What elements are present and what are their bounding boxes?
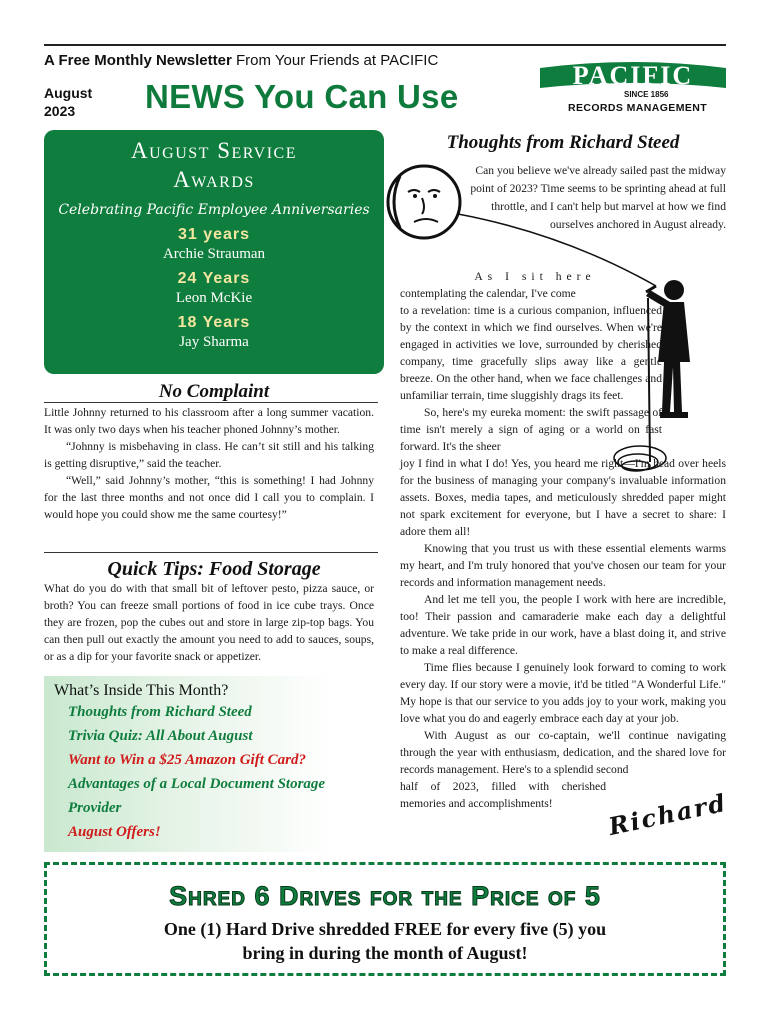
service-awards-box <box>44 130 384 374</box>
article-paragraph: “Well,” said Johnny’s mother, “this is something! I had Johnny for the last three months and not once did I call you to complain. I would hope you could show me the same courtesy!” <box>44 474 374 521</box>
logo-subtitle: RECORDS MANAGEMENT <box>568 102 708 114</box>
article-paragraph: half of 2023, filled with cherished memories and accomplishments! <box>400 780 606 810</box>
article-paragraph: With August as our co-captain, we'll continue navigating through the year with enthusiasm, dedication, and the shared love for records management. Here's to a splendid second <box>400 729 726 776</box>
award-years: 31 years <box>177 226 251 243</box>
article-paragraph: Little Johnny returned to his classroom after a long summer vacation. It was only two days when his teacher phoned Johnny’s mother. <box>44 406 374 436</box>
issue-year: 2023 <box>44 103 76 119</box>
award-years: 18 Years <box>177 314 251 331</box>
awards-subtitle: Celebrating Pacific Employee Anniversaries <box>58 202 370 218</box>
thoughts-article <box>400 268 726 812</box>
section-divider <box>44 402 378 403</box>
article-paragraph: Knowing that you trust us with these essential elements warms my heart, and I'm truly honored that you've chosen our team for your records and information management needs. <box>400 542 726 589</box>
pacific-logo <box>538 58 728 120</box>
inside-item[interactable]: August Offers! <box>68 824 161 840</box>
no-complaint-heading: No Complaint <box>158 381 270 402</box>
inside-item[interactable]: Provider <box>68 800 122 816</box>
coupon-body <box>47 917 723 965</box>
author-signature: Richard <box>605 787 730 841</box>
award-name: Jay Sharma <box>179 334 249 350</box>
article-paragraph: Time flies because I genuinely look forward to coming to work every day. If our story were a movie, it'd be titled "A Wonderful Life." My hope is that our service to you adds joy to your work, making you love what you do and eagerly embrace each day at your job. <box>400 661 726 725</box>
shred-offer-coupon <box>44 862 726 976</box>
pacific-wordmark-icon <box>538 58 728 92</box>
newsletter-tagline <box>44 52 438 69</box>
awards-title-line2: Awards <box>173 167 255 192</box>
coupon-line: bring in during the month of August! <box>242 943 528 963</box>
whats-inside-box <box>44 676 384 852</box>
coupon-heading: Shred 6 Drives for the Price of 5 <box>169 881 601 911</box>
logo-wordmark: PACIFIC <box>572 61 694 90</box>
issue-date <box>44 84 92 120</box>
inside-item[interactable]: Thoughts from Richard Steed <box>68 704 252 720</box>
coupon-line: One (1) Hard Drive shredded FREE for every five (5) you <box>163 919 607 939</box>
award-name: Leon McKie <box>175 290 253 306</box>
tagline-rest: From Your Friends at PACIFIC <box>236 52 439 69</box>
article-paragraph: So, here's my eureka moment: the swift passage of time isn't merely a sign of aging or a world on fast forward. It's the sheer <box>400 406 662 453</box>
awards-title-line1: August Service <box>131 138 297 163</box>
article-paragraph: “Johnny is misbehaving in class. He can’t sit still and his talking is getting disruptive,” said the teacher. <box>44 440 374 470</box>
quick-tips-heading: Quick Tips: Food Storage <box>107 558 321 580</box>
no-complaint-article <box>44 404 374 523</box>
award-name: Archie Strauman <box>162 246 266 262</box>
award-years: 24 Years <box>177 270 251 287</box>
article-paragraph: And let me tell you, the people I work with here are incredible, too! Their passion and camaraderie make each day a delightful adventure. We take pride in our work, have a blast doing it, and strive to make a real difference. <box>400 593 726 657</box>
header-rule <box>44 44 726 46</box>
section-divider <box>44 552 378 553</box>
thoughts-heading: Thoughts from Richard Steed <box>446 132 680 153</box>
inside-item[interactable]: Want to Win a $25 Amazon Gift Card? <box>68 752 306 768</box>
tagline-bold: A Free Monthly Newsletter <box>44 52 232 69</box>
inside-item[interactable]: Advantages of a Local Document Storage <box>68 776 326 792</box>
thoughts-intro: Can you believe we've already sailed past the midway point of 2023? Time seems to be sprinting ahead at full throttle, and I can't help but marvel at how we find ourselves anchored in August already. <box>470 164 726 231</box>
inside-item[interactable]: Trivia Quiz: All About August <box>68 728 253 744</box>
whats-inside-title: What’s Inside This Month? <box>54 682 229 699</box>
article-line: contemplating the calendar, I've come <box>400 287 576 300</box>
masthead-title: NEWS You Can Use <box>145 78 459 115</box>
article-paragraph: to a revelation: time is a curious companion, influenced by the context in which we find ourselves. When we're engaged in activities we love, surrounded by cherished company, time gracefully slips away like a gentle breeze. On the other hand, when we face challenges and unfamiliar terrain, time sluggishly drags its feet. <box>400 304 662 402</box>
issue-month: August <box>44 85 93 101</box>
logo-since: SINCE 1856 <box>624 90 669 99</box>
article-paragraph: joy I find in what I do! Yes, you heard me right—I'm head over heels for the business of managing your company's invaluable information assets. Boxes, media tapes, and meticulously shredded paper might not spark excitement for everyone, but I have a secret to share: I adore them all! <box>400 457 726 538</box>
quick-tips-body: What do you do with that small bit of leftover pesto, pizza sauce, or broth? You can freeze small portions of food in ice cube trays. Once they are frozen, pop the cubes out and store in large zip-top bags. You can then pull out exactly the amount you need to add to sauces, soups, or as a dip for your favorite snack or appetizer. <box>44 582 374 663</box>
article-paragraph-start: As I sit here <box>474 270 596 283</box>
awards-title <box>44 136 384 194</box>
